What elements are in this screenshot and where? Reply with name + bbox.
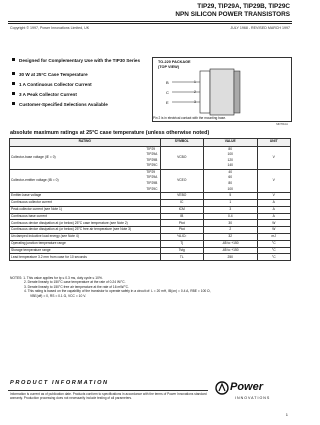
symbol-cell: IB (160, 213, 203, 220)
value-cell: 0.4 (204, 213, 258, 220)
table-row (10, 254, 291, 261)
table-row (10, 206, 291, 213)
rating-cell: Storage temperature range (10, 247, 161, 254)
note-line: VBE(off) = 0, RS = 0.1 Ω, VCC = 10 V. (30, 293, 87, 298)
value-cell: -65 to +150 (204, 240, 258, 247)
note-line: 4. This rating is based on the capability of the transistor to operate safely in a circuit of: L = 20 mH, IB(on) = 0.4 A, RBE = 100 Ω, (24, 289, 211, 294)
unit-cell: A (257, 206, 290, 213)
unit-cell: V (257, 193, 290, 200)
title-line-1: TIP29, TIP29A, TIP29B, TIP29C (197, 3, 290, 10)
pin-number: 2 (194, 90, 196, 94)
table-row (10, 227, 291, 234)
table-row (10, 240, 291, 247)
header-rule (8, 21, 292, 22)
bullet-icon (12, 58, 15, 61)
value-line: 140 (227, 163, 234, 168)
table-row (10, 193, 291, 200)
unit-cell: mJ (257, 234, 290, 241)
company-logo-text: Power (230, 381, 264, 393)
value-cell: 5 (204, 193, 258, 200)
unit-cell: °C (257, 254, 290, 261)
unit-cell: A (257, 213, 290, 220)
package-title: TO-220 PACKAGE (TOP VIEW) (158, 60, 191, 69)
rating-cell: Emitter-base voltage (10, 193, 161, 200)
value-cell: 1 (204, 200, 258, 207)
rating-cell (10, 146, 161, 169)
rating-cell: Peak collector current (see Note 1) (10, 206, 161, 213)
symbol-cell: Ptot (160, 220, 203, 227)
feature-item: 1 A Continuous Collector Current (12, 82, 92, 88)
part-number: TIP29A (146, 152, 158, 157)
ratings-table (9, 138, 291, 261)
logo-icon (215, 381, 229, 395)
value-cell: 250 (204, 254, 258, 261)
note-line: 2. Derate linearly to 150°C case temperature at the rate of 0.24 W/°C. (24, 280, 126, 285)
part-list (146, 170, 157, 192)
part-number: TIP29B (146, 157, 158, 162)
feature-item: 30 W at 25°C Case Temperature (12, 72, 88, 78)
header-rule-thin (8, 23, 292, 24)
bullet-icon (12, 82, 15, 85)
part-number: TIP29C (146, 163, 158, 168)
value-cell: 30 (204, 220, 258, 227)
company-logo-subtext: INNOVATIONS (235, 396, 271, 400)
rating-label: Collector-emitter voltage (IB = 0) (11, 178, 59, 183)
unit-cell: °C (257, 247, 290, 254)
value-line: 40 (228, 169, 233, 174)
symbol-cell: IC (160, 200, 203, 207)
note-line: NOTES: 1. This value applies for tp ≤ 0.3 ms, duty cycle ≤ 10%. (10, 276, 103, 280)
unit-cell: V (257, 169, 290, 192)
revision-date: JULY 1968 - REVISED MARCH 1997 (230, 26, 290, 30)
rating-label: Collector-base voltage (IE = 0) (11, 154, 56, 159)
unit-cell: W (257, 227, 290, 234)
value-cell (204, 146, 258, 169)
value-cell (204, 169, 258, 192)
value-line: 80 (228, 146, 233, 151)
symbol-cell: ½LIC² (160, 234, 203, 241)
part-number: TIP29C (146, 186, 158, 191)
bullet-icon (12, 102, 15, 105)
part-number: TIP29 (146, 169, 156, 174)
table-row (10, 200, 291, 207)
part-number: TIP29A (146, 175, 158, 180)
rating-cell: Continuous collector current (10, 200, 161, 207)
table-header-row (10, 139, 291, 147)
column-header: UNIT (257, 139, 290, 147)
rating-cell: Continuous base current (10, 213, 161, 220)
rating-cell: Unclamped inductive load energy (see Note 4) (10, 234, 161, 241)
value-cell: 3 (204, 206, 258, 213)
part-number: TIP29 (146, 146, 156, 151)
package-note: Pin 2 is in electrical contact with the mounting base. (153, 116, 226, 120)
to220-package-drawing (152, 57, 292, 121)
bullet-icon (12, 92, 15, 95)
table-row (10, 146, 291, 169)
symbol-cell: VCBO (160, 146, 203, 169)
table-row (10, 247, 291, 254)
notes-block (10, 276, 290, 298)
part-number: TIP29B (146, 181, 158, 186)
rating-cell: Lead temperature 3.2 mm from case for 10 seconds (10, 254, 161, 261)
rating-cell (10, 169, 161, 192)
rating-cell: Continuous device dissipation at (or below) 25°C case temperature (see Note 2) (10, 220, 161, 227)
pin-number: 1 (194, 80, 196, 84)
unit-cell: °C (257, 240, 290, 247)
table-row (10, 220, 291, 227)
symbol-cell: Tstg (160, 247, 203, 254)
table-row (10, 169, 291, 192)
footer-rule (8, 390, 208, 391)
pin-label: C (166, 90, 169, 95)
pin-number: 3 (194, 100, 196, 104)
document-title (175, 3, 290, 18)
unit-cell: W (257, 220, 290, 227)
symbol-cell: TL (160, 254, 203, 261)
value-line: 80 (228, 181, 233, 186)
symbol-cell: Ptot (160, 227, 203, 234)
rating-cell: Operating junction temperature range (10, 240, 161, 247)
symbol-cell: ICM (160, 206, 203, 213)
unit-cell: A (257, 200, 290, 207)
rating-cell: Continuous device dissipation at (or below) 25°C free air temperature (see Note 3) (10, 227, 161, 234)
feature-item: 3 A Peak Collector Current (12, 92, 77, 98)
column-header: SYMBOL (160, 139, 203, 147)
value-cell: 32 (204, 234, 258, 241)
section-heading: absolute maximum ratings at 25°C case temperature (unless otherwise noted) (10, 130, 210, 136)
value-cell: -65 to +150 (204, 247, 258, 254)
symbol-cell: VCEO (160, 169, 203, 192)
table-row (10, 213, 291, 220)
value-line: 60 (228, 175, 233, 180)
value-line: 100 (227, 186, 234, 191)
unit-cell: V (257, 146, 290, 169)
drawing-code: MDTRAA (276, 122, 288, 126)
pin-label: B (166, 80, 169, 85)
note-line: 3. Derate linearly to 150°C free air temperature at the rate of 16 mW/°C. (24, 284, 129, 289)
feature-item: Designed for Complementary Use with the TIP30 Series (12, 58, 144, 64)
value-cell: 2 (204, 227, 258, 234)
pin-label: E (166, 100, 169, 105)
symbol-cell: VEBO (160, 193, 203, 200)
part-list (146, 147, 157, 169)
column-header: VALUE (204, 139, 258, 147)
symbol-cell: Tj (160, 240, 203, 247)
table-row (10, 234, 291, 241)
copyright: Copyright © 1997, Power Innovations Limited, UK (10, 26, 90, 30)
value-line: 100 (227, 152, 234, 157)
product-information-text: Information is current as of publication date. Products conform to specifications in accordance with the terms of Power Innovations standard warranty. Production processing does not necessarily include testing of all parameters. (10, 392, 207, 400)
column-header: RATING (10, 139, 161, 147)
bullet-icon (12, 72, 15, 75)
page-number: 1 (285, 412, 288, 417)
product-information-heading: PRODUCT INFORMATION (10, 380, 109, 386)
title-line-2: NPN SILICON POWER TRANSISTORS (175, 10, 290, 18)
value-line: 120 (227, 157, 234, 162)
feature-item: Customer-Specified Selections Available (12, 102, 108, 108)
